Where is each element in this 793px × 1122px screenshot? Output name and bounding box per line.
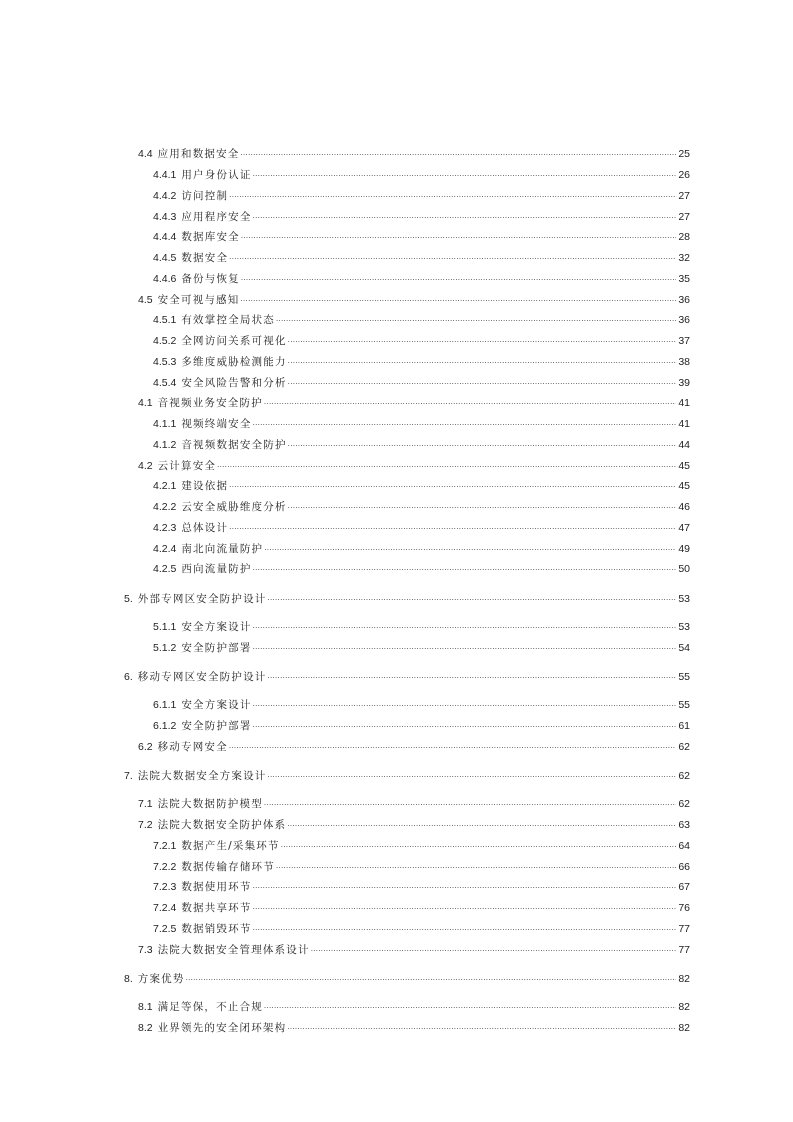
dot-leader [288,376,676,390]
toc-entry-page: 37 [678,335,690,347]
toc-entry-number: 7.1 [138,798,153,810]
toc-entry-page: 53 [678,593,690,605]
toc-entry-title: 安全防护部署 [181,720,252,732]
dot-leader [288,500,676,514]
dot-leader [311,943,676,957]
dot-leader [253,562,676,576]
dot-leader [264,1000,676,1014]
toc-entry-number: 7.2.1 [153,840,177,852]
toc-entry-number: 4.4.6 [153,273,177,285]
toc-entry-title: 数据使用环节 [181,881,252,893]
toc-entry-title: 南北向流量防护 [181,543,264,555]
toc-entry-page: 45 [678,460,690,472]
toc-entry[interactable] [138,143,690,161]
toc-entry-page: 32 [678,252,690,264]
toc-entry-title: 建设依据 [181,480,229,492]
dot-leader [288,334,676,348]
toc-entry[interactable] [153,413,690,431]
toc-entry-number: 4.2.3 [153,522,177,534]
dot-leader [217,459,676,473]
dot-leader [241,147,676,161]
toc-entry[interactable] [138,793,690,811]
toc-entry-title: 多维度威胁检测能力 [181,356,287,368]
dot-leader [253,719,676,733]
dot-leader [281,839,676,853]
dot-leader [253,880,676,894]
toc-entry-number: 4.5.1 [153,314,177,326]
toc-entry-number: 4.4.3 [153,211,177,223]
toc-entry-title: 数据传输存储环节 [181,861,275,873]
toc-entry-title: 安全方案设计 [181,699,252,711]
toc-entry-page: 82 [678,1022,690,1034]
toc-entry-title: 满足等保，不止合规 [157,1001,263,1013]
dot-leader [288,438,676,452]
toc-entry-page: 47 [678,522,690,534]
toc-entry-number: 4.4.5 [153,252,177,264]
dot-leader [267,670,676,684]
toc-entry-title: 视频终端安全 [181,418,252,430]
toc-entry-title: 安全防护部署 [181,642,252,654]
toc-entry-number: 7.2.5 [153,923,177,935]
toc-entry-title: 云计算安全 [157,460,217,472]
dot-leader [264,396,676,410]
toc-entry[interactable] [124,588,690,606]
toc-entry-title: 总体设计 [181,522,229,534]
toc-entry-title: 方案优势 [137,973,185,985]
toc-entry-page: 44 [678,439,690,451]
toc-entry-title: 数据销毁环节 [181,923,252,935]
dot-leader [264,797,676,811]
toc-entry[interactable] [153,897,690,915]
toc-entry-page: 63 [678,819,690,831]
dot-leader [287,818,676,832]
toc-entry-page: 77 [678,944,690,956]
toc-entry-page: 25 [678,148,690,160]
toc-entry[interactable] [138,455,690,473]
toc-entry-page: 39 [678,377,690,389]
toc-entry-number: 4.2.2 [153,501,177,513]
toc-entry[interactable] [153,876,690,894]
toc-entry-page: 41 [678,418,690,430]
toc-entry-title: 外部专网区安全防护设计 [137,593,267,605]
toc-entry[interactable] [153,856,690,874]
toc-entry-page: 64 [678,840,690,852]
toc-entry[interactable] [138,814,690,832]
toc-entry-number: 4.1.1 [153,418,177,430]
toc-entry-page: 61 [678,720,690,732]
dot-leader [229,521,676,535]
toc-entry-title: 云安全威胁维度分析 [181,501,287,513]
toc-entry-page: 28 [678,231,690,243]
toc-entry-number: 4.5.4 [153,377,177,389]
toc-entry-title: 音视频数据安全防护 [181,439,287,451]
toc-entry-page: 38 [678,356,690,368]
toc-entry-page: 36 [678,294,690,306]
toc-entry-title: 数据共享环节 [181,902,252,914]
toc-entry-number: 4.4 [138,148,153,160]
toc-entry[interactable] [153,538,690,556]
toc-entry-title: 法院大数据防护模型 [157,798,263,810]
toc-entry-page: 77 [678,923,690,935]
toc-entry-page: 49 [678,543,690,555]
toc-entry-page: 46 [678,501,690,513]
toc-entry-number: 4.4.4 [153,231,177,243]
toc-entry[interactable] [153,694,690,712]
toc-entry-page: 36 [678,314,690,326]
toc-entry-page: 26 [678,169,690,181]
toc-entry-title: 数据安全 [181,252,229,264]
dot-leader [276,860,676,874]
toc-entry-number: 7.2.3 [153,881,177,893]
toc-entry-page: 54 [678,642,690,654]
dot-leader [253,620,676,634]
dot-leader [287,1021,676,1035]
toc-entry-title: 法院大数据安全防护体系 [157,819,287,831]
toc-entry-page: 50 [678,563,690,575]
toc-entry-title: 安全可视与感知 [157,294,240,306]
toc-entry[interactable] [138,996,690,1014]
toc-entry-page: 62 [678,741,690,753]
toc-entry[interactable] [153,434,690,452]
dot-leader [253,698,676,712]
dot-leader [229,189,676,203]
toc-entry[interactable] [138,289,690,307]
toc-entry-number: 4.1.2 [153,439,177,451]
toc-entry-number: 4.5 [138,294,153,306]
toc-entry-title: 应用程序安全 [181,211,252,223]
toc-entry-number: 4.2.1 [153,480,177,492]
toc-entry-title: 备份与恢复 [181,273,240,285]
toc-entry-page: 41 [678,397,690,409]
dot-leader [253,901,676,915]
toc-entry-title: 应用和数据安全 [157,148,240,160]
toc-entry-title: 访问控制 [181,190,229,202]
toc-entry-number: 5.1.2 [153,642,177,654]
toc-entry-title: 法院大数据安全管理体系设计 [157,944,310,956]
toc-entry-title: 西向流量防护 [181,563,252,575]
toc-entry[interactable] [153,330,690,348]
toc-entry-page: 67 [678,881,690,893]
toc-entry[interactable] [153,475,690,493]
toc-entry[interactable] [153,715,690,733]
toc-entry-title: 移动专网安全 [157,741,228,753]
dot-leader [253,922,676,936]
toc-entry[interactable] [153,616,690,634]
toc-entry-page: 62 [678,798,690,810]
toc-entry-number: 4.2 [138,460,153,472]
toc-entry-number: 8.2 [138,1022,153,1034]
toc-entry[interactable] [153,835,690,853]
toc-entry-number: 8. [124,973,133,985]
toc-entry-page: 53 [678,621,690,633]
toc-entry[interactable] [153,268,690,286]
toc-entry[interactable] [153,351,690,369]
toc-entry-number: 6.2 [138,741,153,753]
toc-entry[interactable] [138,736,690,754]
toc-entry-title: 有效掌控全局状态 [181,314,275,326]
toc-entry-title: 数据产生/采集环节 [181,840,280,852]
toc-entry[interactable] [138,939,690,957]
toc-entry[interactable] [153,185,690,203]
toc-entry-number: 4.4.2 [153,190,177,202]
dot-leader [253,210,676,224]
toc-entry-page: 82 [678,973,690,985]
toc-entry-number: 4.4.1 [153,169,177,181]
dot-leader [229,740,676,754]
toc-entry[interactable] [153,637,690,655]
dot-leader [241,230,676,244]
toc-entry-number: 6. [124,671,133,683]
toc-entry-number: 7. [124,770,133,782]
toc-entry-number: 4.5.2 [153,335,177,347]
toc-entry-number: 4.1 [138,397,153,409]
toc-entry[interactable] [138,392,690,410]
toc-entry[interactable] [124,666,690,684]
dot-leader [267,769,676,783]
toc-entry[interactable] [153,226,690,244]
dot-leader [253,641,676,655]
toc-entry-title: 音视频业务安全防护 [157,397,263,409]
toc-entry[interactable] [124,968,690,986]
toc-entry-page: 66 [678,861,690,873]
toc-entry-title: 移动专网区安全防护设计 [137,671,267,683]
dot-leader [229,251,676,265]
toc-entry-page: 27 [678,190,690,202]
toc-entry[interactable] [153,247,690,265]
toc-entry-number: 5.1.1 [153,621,177,633]
toc-entry-title: 用户身份认证 [181,169,252,181]
toc-entry-title: 全网访问关系可视化 [181,335,287,347]
toc-entry-page: 82 [678,1001,690,1013]
toc-entry[interactable] [153,517,690,535]
dot-leader [264,542,676,556]
toc-entry[interactable] [124,765,690,783]
toc-entry-number: 8.1 [138,1001,153,1013]
toc-entry-number: 4.2.5 [153,563,177,575]
toc-entry[interactable] [153,558,690,576]
dot-leader [253,417,676,431]
toc-entry[interactable] [153,918,690,936]
toc-entry-page: 27 [678,211,690,223]
dot-leader [229,479,676,493]
toc-entry-title: 数据库安全 [181,231,240,243]
dot-leader [186,972,676,986]
toc-entry[interactable] [153,309,690,327]
toc-entry-page: 76 [678,902,690,914]
dot-leader [267,592,676,606]
toc-entry-number: 7.2.2 [153,861,177,873]
toc-entry[interactable] [153,206,690,224]
toc-entry-page: 62 [678,770,690,782]
toc-entry[interactable] [138,1017,690,1035]
toc-entry-number: 7.3 [138,944,153,956]
toc-entry-number: 7.2.4 [153,902,177,914]
toc-entry-page: 35 [678,273,690,285]
toc-entry[interactable] [153,372,690,390]
toc-entry-title: 安全方案设计 [181,621,252,633]
toc-entry-title: 法院大数据安全方案设计 [137,770,267,782]
dot-leader [276,313,676,327]
toc-entry-number: 6.1.2 [153,720,177,732]
toc-entry[interactable] [153,496,690,514]
toc-entry-page: 55 [678,699,690,711]
dot-leader [241,272,676,286]
toc-entry-page: 55 [678,671,690,683]
toc-entry-number: 6.1.1 [153,699,177,711]
toc-entry-number: 7.2 [138,819,153,831]
toc-entry-number: 5. [124,593,133,605]
toc-entry[interactable] [153,164,690,182]
toc-entry-page: 45 [678,480,690,492]
toc-entry-title: 业界领先的安全闭环架构 [157,1022,287,1034]
dot-leader [253,168,676,182]
toc-entry-title: 安全风险告警和分析 [181,377,287,389]
dot-leader [288,355,676,369]
toc-entry-number: 4.5.3 [153,356,177,368]
dot-leader [241,293,676,307]
toc-entry-number: 4.2.4 [153,543,177,555]
